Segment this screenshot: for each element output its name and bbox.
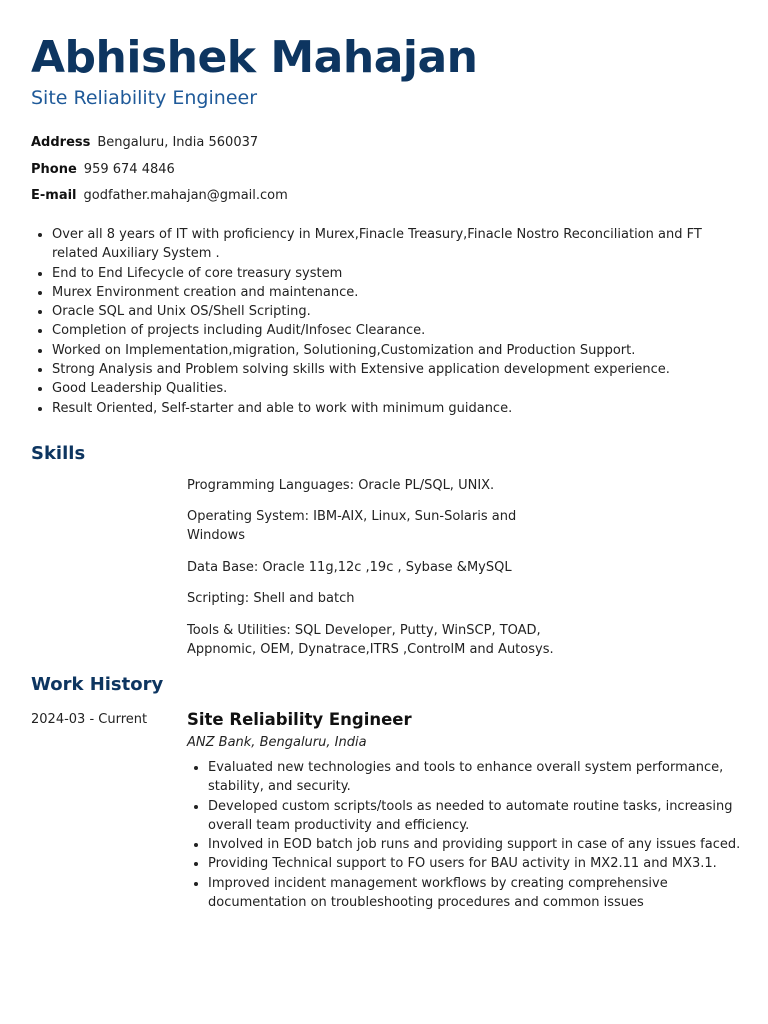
job-duty-item: • Providing Technical support to FO users for BAU activity in MX2.11 and MX3.1. [208, 854, 743, 873]
summary-list [31, 225, 741, 418]
phone-label: Phone [31, 161, 77, 177]
job-body [187, 709, 741, 912]
contact-email-row [31, 187, 741, 205]
job-dates: 2024-03 - Current [31, 711, 148, 727]
work-history-heading: Work History [31, 673, 164, 695]
email-label: E-mail [31, 188, 77, 203]
summary-item: • Over all 8 years of IT with proficiency in Murex,Finacle Treasury,Finacle Nostro Reconciliation and FT related Auxiliary System . [52, 225, 741, 264]
candidate-title: Site Reliability Engineer [31, 87, 258, 109]
summary-item: • Murex Environment creation and maintenance. [52, 283, 741, 302]
skills-heading: Skills [31, 442, 86, 464]
summary-item: • Result Oriented, Self-starter and able to work with minimum guidance. [52, 399, 741, 418]
summary-item: • Worked on Implementation,migration, Solutioning,Customization and Production Support. [52, 341, 741, 360]
job-duties-list [187, 758, 743, 912]
skills-list [187, 476, 567, 659]
skill-item: Tools & Utilities: SQL Developer, Putty, WinSCP, TOAD, Appnomic, OEM, Dynatrace,ITRS ,ControlM and Autosys. [187, 622, 554, 657]
skill-item: Data Base: Oracle 11g,12c ,19c , Sybase &MySQL [187, 559, 512, 575]
contact-address-row [31, 134, 741, 152]
skill-item: Programming Languages: Oracle PL/SQL, UNIX. [187, 477, 495, 493]
skill-item: Scripting: Shell and batch [187, 591, 355, 607]
address-label: Address [31, 135, 91, 150]
summary-item: • Completion of projects including Audit/Infosec Clearance. [52, 321, 741, 340]
job-entry [31, 709, 741, 912]
job-duty-item: • Developed custom scripts/tools as needed to automate routine tasks, increasing overall team productivity and efficiency. [208, 797, 743, 836]
email-value: godfather.mahajan@gmail.com [83, 188, 288, 203]
resume-page [31, 30, 741, 912]
summary-item: • Oracle SQL and Unix OS/Shell Scripting. [52, 302, 741, 321]
address-value: Bengaluru, India 560037 [97, 135, 259, 150]
contact-block [31, 134, 741, 205]
job-duty-item: • Improved incident management workflows by creating comprehensive documentation on troubleshooting procedures and common issues [208, 874, 743, 913]
summary-item: • Good Leadership Qualities. [52, 379, 741, 398]
phone-value: 959 674 4846 [83, 161, 175, 177]
job-duty-item: • Involved in EOD batch job runs and providing support in case of any issues faced. [208, 835, 743, 854]
candidate-name: Abhishek Mahajan [31, 32, 478, 83]
summary-item: • Strong Analysis and Problem solving skills with Extensive application development experience. [52, 360, 741, 379]
job-company: ANZ Bank, Bengaluru, India [187, 734, 367, 750]
job-duty-item: • Evaluated new technologies and tools to enhance overall system performance, stability, and security. [208, 758, 743, 797]
contact-phone-row [31, 161, 741, 179]
summary-item: • End to End Lifecycle of core treasury system [52, 264, 741, 283]
skill-item: Operating System: IBM-AIX, Linux, Sun-Solaris and Windows [187, 509, 517, 544]
job-title: Site Reliability Engineer [187, 709, 412, 729]
